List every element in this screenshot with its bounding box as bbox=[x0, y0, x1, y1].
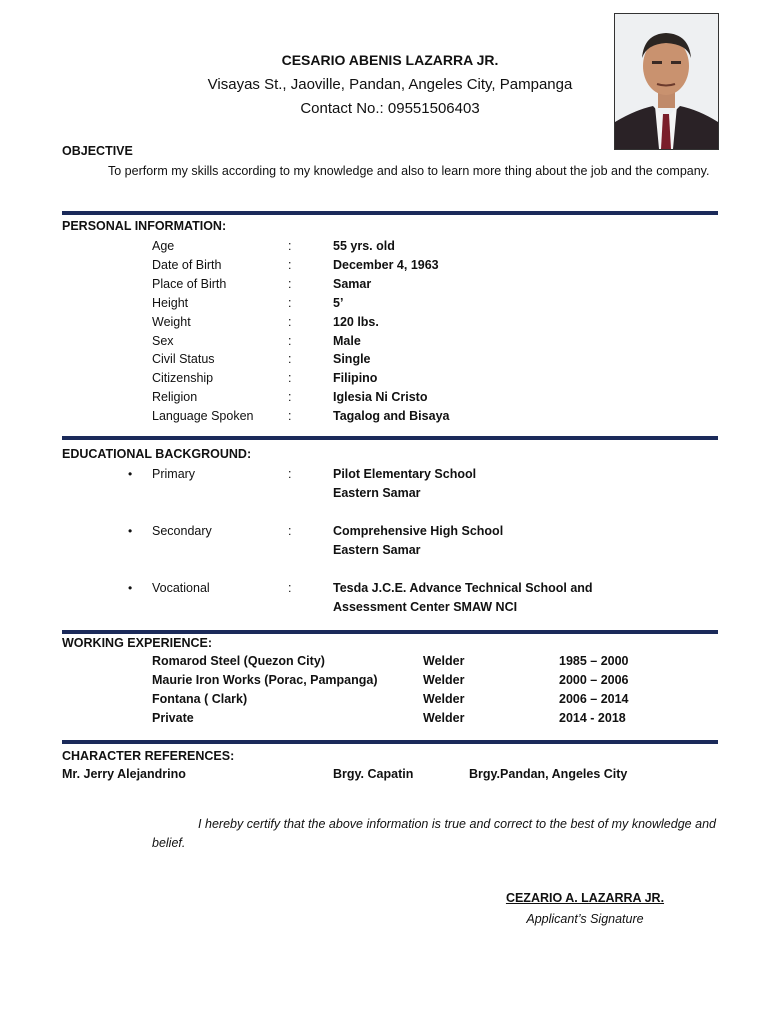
contact-label: Contact No.: bbox=[300, 100, 388, 117]
portrait-image bbox=[615, 14, 718, 149]
work-row bbox=[0, 654, 768, 672]
personal-info-row bbox=[0, 390, 768, 408]
job-years: 1985 – 2000 bbox=[559, 654, 629, 668]
field-label: Date of Birth bbox=[152, 257, 222, 272]
applicant-photo bbox=[614, 13, 719, 150]
field-label: Height bbox=[152, 295, 189, 310]
field-label: Citizenship bbox=[152, 371, 214, 386]
job-years: 2000 – 2006 bbox=[559, 673, 629, 687]
work-row bbox=[0, 692, 768, 710]
field-value: 120 lbs. bbox=[333, 314, 379, 329]
education-level: Secondary bbox=[152, 524, 212, 538]
personal-info-heading: PERSONAL INFORMATION: bbox=[62, 219, 227, 233]
job-position: Welder bbox=[423, 673, 465, 687]
personal-info-row bbox=[0, 315, 768, 333]
field-separator: : bbox=[288, 257, 292, 272]
personal-info-row bbox=[0, 296, 768, 314]
company-name: Private bbox=[152, 711, 194, 725]
job-years: 2014 - 2018 bbox=[559, 711, 626, 725]
bullet-icon: • bbox=[128, 467, 133, 481]
education-row-continued bbox=[0, 543, 768, 561]
school-name: Comprehensive High School bbox=[333, 524, 504, 538]
job-position: Welder bbox=[423, 711, 465, 725]
section-divider bbox=[62, 740, 718, 744]
personal-info-row bbox=[0, 277, 768, 295]
field-label: Religion bbox=[152, 390, 198, 405]
reference-place: Brgy.Pandan, Angeles City bbox=[469, 767, 628, 781]
field-value: Single bbox=[333, 352, 371, 367]
field-label: Weight bbox=[152, 314, 191, 329]
school-location: Assessment Center SMAW NCI bbox=[333, 600, 518, 614]
field-separator: : bbox=[288, 333, 292, 348]
job-position: Welder bbox=[423, 654, 465, 668]
work-row bbox=[0, 673, 768, 691]
field-value: Iglesia Ni Cristo bbox=[333, 390, 428, 405]
field-separator: : bbox=[288, 352, 292, 367]
reference-row bbox=[0, 767, 768, 785]
field-separator: : bbox=[288, 295, 292, 310]
field-value: 5’ bbox=[333, 295, 344, 310]
field-separator: : bbox=[288, 467, 292, 481]
education-row bbox=[0, 581, 768, 599]
job-years: 2006 – 2014 bbox=[559, 692, 629, 706]
personal-info-row bbox=[0, 409, 768, 427]
school-location: Eastern Samar bbox=[333, 486, 421, 500]
field-separator: : bbox=[288, 371, 292, 386]
field-value: Samar bbox=[333, 276, 372, 291]
field-label: Place of Birth bbox=[152, 276, 227, 291]
field-label: Age bbox=[152, 239, 175, 253]
job-position: Welder bbox=[423, 692, 465, 706]
field-value: Tagalog and Bisaya bbox=[333, 409, 450, 424]
education-level: Vocational bbox=[152, 581, 210, 595]
field-separator: : bbox=[288, 581, 292, 595]
section-divider bbox=[62, 436, 718, 440]
reference-name: Mr. Jerry Alejandrino bbox=[62, 767, 186, 781]
field-separator: : bbox=[288, 524, 292, 538]
education-row bbox=[0, 467, 768, 485]
signature-name: CEZARIO A. LAZARRA JR. bbox=[505, 891, 665, 905]
company-name: Maurie Iron Works (Porac, Pampanga) bbox=[152, 673, 378, 687]
education-heading: EDUCATIONAL BACKGROUND: bbox=[62, 447, 252, 461]
personal-info-row bbox=[0, 258, 768, 276]
field-value: December 4, 1963 bbox=[333, 257, 439, 272]
field-value: 55 yrs. old bbox=[333, 239, 395, 253]
field-label: Sex bbox=[152, 333, 174, 348]
reference-title: Brgy. Capatin bbox=[333, 767, 414, 781]
work-row bbox=[0, 711, 768, 729]
section-divider bbox=[62, 630, 718, 634]
signature-label: Applicant’s Signature bbox=[526, 912, 644, 926]
field-separator: : bbox=[288, 314, 292, 329]
personal-info-row bbox=[0, 371, 768, 389]
references-heading: CHARACTER REFERENCES: bbox=[62, 749, 235, 763]
applicant-name: CESARIO ABENIS LAZARRA JR. bbox=[281, 52, 499, 68]
education-row bbox=[0, 524, 768, 542]
field-separator: : bbox=[288, 390, 292, 405]
field-separator: : bbox=[288, 239, 292, 253]
school-location: Eastern Samar bbox=[333, 543, 421, 557]
field-separator: : bbox=[288, 276, 292, 291]
school-name: Tesda J.C.E. Advance Technical School and bbox=[333, 581, 593, 595]
bullet-icon: • bbox=[128, 581, 133, 595]
contact-number: 09551506403 bbox=[387, 100, 480, 117]
education-level: Primary bbox=[152, 467, 196, 481]
personal-info-row bbox=[0, 352, 768, 370]
field-label: Language Spoken bbox=[152, 409, 254, 424]
bullet-icon: • bbox=[128, 524, 133, 538]
school-name: Pilot Elementary School bbox=[333, 467, 477, 481]
applicant-address: Visayas St., Jaoville, Pandan, Angeles City, Pampanga bbox=[207, 76, 573, 93]
certification-text: I hereby certify that the above information is true and correct to the best of my knowledge and belief. bbox=[152, 817, 716, 850]
personal-info-row bbox=[0, 334, 768, 352]
field-value: Filipino bbox=[333, 371, 378, 386]
field-separator: : bbox=[288, 409, 292, 424]
personal-info-row bbox=[0, 239, 768, 257]
field-value: Male bbox=[333, 333, 361, 348]
objective-text: To perform my skills according to my knowledge and also to learn more thing about the job and the company. bbox=[108, 164, 710, 178]
work-heading: WORKING EXPERIENCE: bbox=[62, 636, 213, 650]
objective-heading: OBJECTIVE bbox=[62, 144, 133, 158]
company-name: Fontana ( Clark) bbox=[152, 692, 248, 706]
company-name: Romarod Steel (Quezon City) bbox=[152, 654, 325, 668]
section-divider bbox=[62, 211, 718, 215]
field-label: Civil Status bbox=[152, 352, 215, 367]
education-row-continued bbox=[0, 486, 768, 504]
education-row-continued bbox=[0, 600, 768, 618]
